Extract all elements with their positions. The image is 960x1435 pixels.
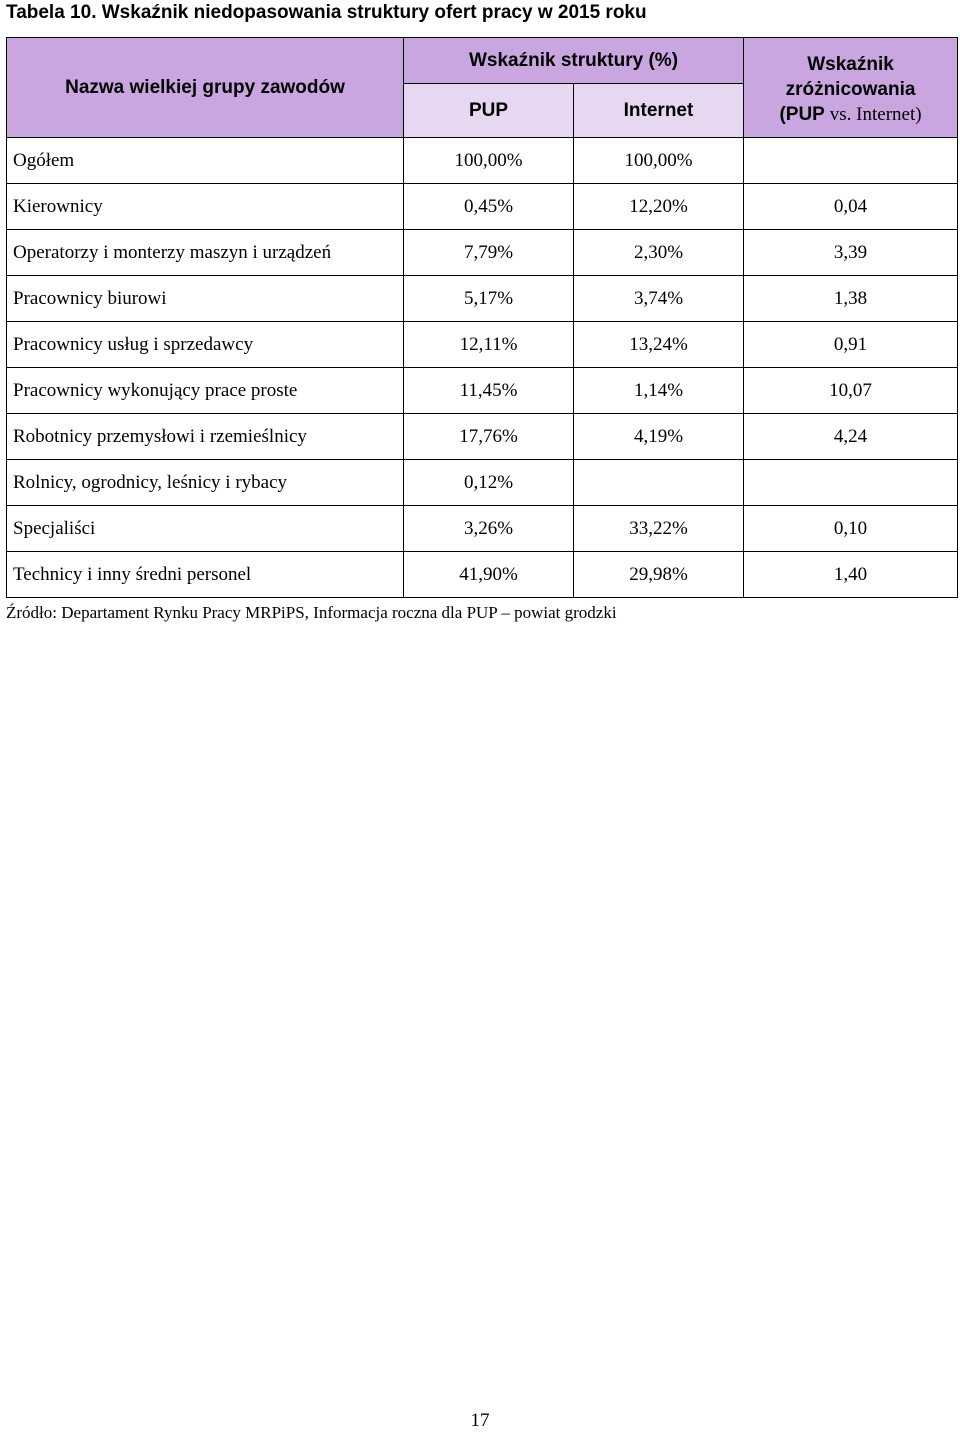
row-group-name: Specjaliści	[7, 506, 404, 552]
row-pup-value: 7,79%	[404, 230, 574, 276]
table-row	[7, 322, 958, 368]
header-col-internet: Internet	[574, 84, 744, 138]
row-pup-value: 0,45%	[404, 184, 574, 230]
table-row	[7, 230, 958, 276]
header-structure-group: Wskaźnik struktury (%)	[404, 38, 744, 84]
row-pup-value: 0,12%	[404, 460, 574, 506]
header-diff-line3b: vs. Internet)	[829, 104, 922, 125]
row-pup-value: 11,45%	[404, 368, 574, 414]
header-diff-line3	[744, 102, 957, 127]
table-body	[7, 138, 958, 598]
row-internet-value: 4,19%	[574, 414, 744, 460]
row-pup-value: 3,26%	[404, 506, 574, 552]
row-internet-value: 1,14%	[574, 368, 744, 414]
header-group-name: Nazwa wielkiej grupy zawodów	[7, 38, 404, 138]
row-group-name: Ogółem	[7, 138, 404, 184]
row-internet-value: 2,30%	[574, 230, 744, 276]
row-diff-value: 10,07	[744, 368, 958, 414]
header-diff-line1: Wskaźnik	[807, 54, 894, 75]
row-internet-value	[574, 460, 744, 506]
table-row	[7, 506, 958, 552]
row-group-name: Operatorzy i monterzy maszyn i urządzeń	[7, 230, 404, 276]
header-col-pup: PUP	[404, 84, 574, 138]
page-number: 17	[470, 1410, 490, 1431]
table-row	[7, 460, 958, 506]
row-group-name: Technicy i inny średni personel	[7, 552, 404, 598]
header-diff-line2: zróżnicowania	[785, 79, 916, 100]
row-internet-value: 12,20%	[574, 184, 744, 230]
job-offers-mismatch-table	[6, 37, 958, 598]
header-diff-line3a: (PUP	[779, 104, 830, 125]
table-row	[7, 414, 958, 460]
row-pup-value: 17,76%	[404, 414, 574, 460]
row-group-name: Kierownicy	[7, 184, 404, 230]
table-row	[7, 368, 958, 414]
row-internet-value: 33,22%	[574, 506, 744, 552]
row-diff-value: 0,04	[744, 184, 958, 230]
row-internet-value: 100,00%	[574, 138, 744, 184]
table-title: Tabela 10. Wskaźnik niedopasowania struktury ofert pracy w 2015 roku	[6, 2, 647, 23]
row-diff-value: 0,10	[744, 506, 958, 552]
source-note: Źródło: Departament Rynku Pracy MRPiPS, Informacja roczna dla PUP – powiat grodzki	[6, 603, 617, 622]
row-diff-value: 0,91	[744, 322, 958, 368]
table-row	[7, 138, 958, 184]
row-diff-value: 1,38	[744, 276, 958, 322]
header-row-top	[7, 38, 958, 84]
row-group-name: Robotnicy przemysłowi i rzemieślnicy	[7, 414, 404, 460]
table-row	[7, 552, 958, 598]
table-row	[7, 276, 958, 322]
row-diff-value: 4,24	[744, 414, 958, 460]
header-diff-index	[744, 38, 958, 138]
row-internet-value: 3,74%	[574, 276, 744, 322]
row-diff-value: 3,39	[744, 230, 958, 276]
row-pup-value: 12,11%	[404, 322, 574, 368]
row-pup-value: 100,00%	[404, 138, 574, 184]
row-group-name: Rolnicy, ogrodnicy, leśnicy i rybacy	[7, 460, 404, 506]
table-row	[7, 184, 958, 230]
row-internet-value: 13,24%	[574, 322, 744, 368]
row-group-name: Pracownicy usług i sprzedawcy	[7, 322, 404, 368]
row-pup-value: 41,90%	[404, 552, 574, 598]
row-diff-value: 1,40	[744, 552, 958, 598]
row-group-name: Pracownicy biurowi	[7, 276, 404, 322]
row-diff-value	[744, 138, 958, 184]
row-internet-value: 29,98%	[574, 552, 744, 598]
row-diff-value	[744, 460, 958, 506]
table-header	[7, 38, 958, 138]
row-group-name: Pracownicy wykonujący prace proste	[7, 368, 404, 414]
row-pup-value: 5,17%	[404, 276, 574, 322]
